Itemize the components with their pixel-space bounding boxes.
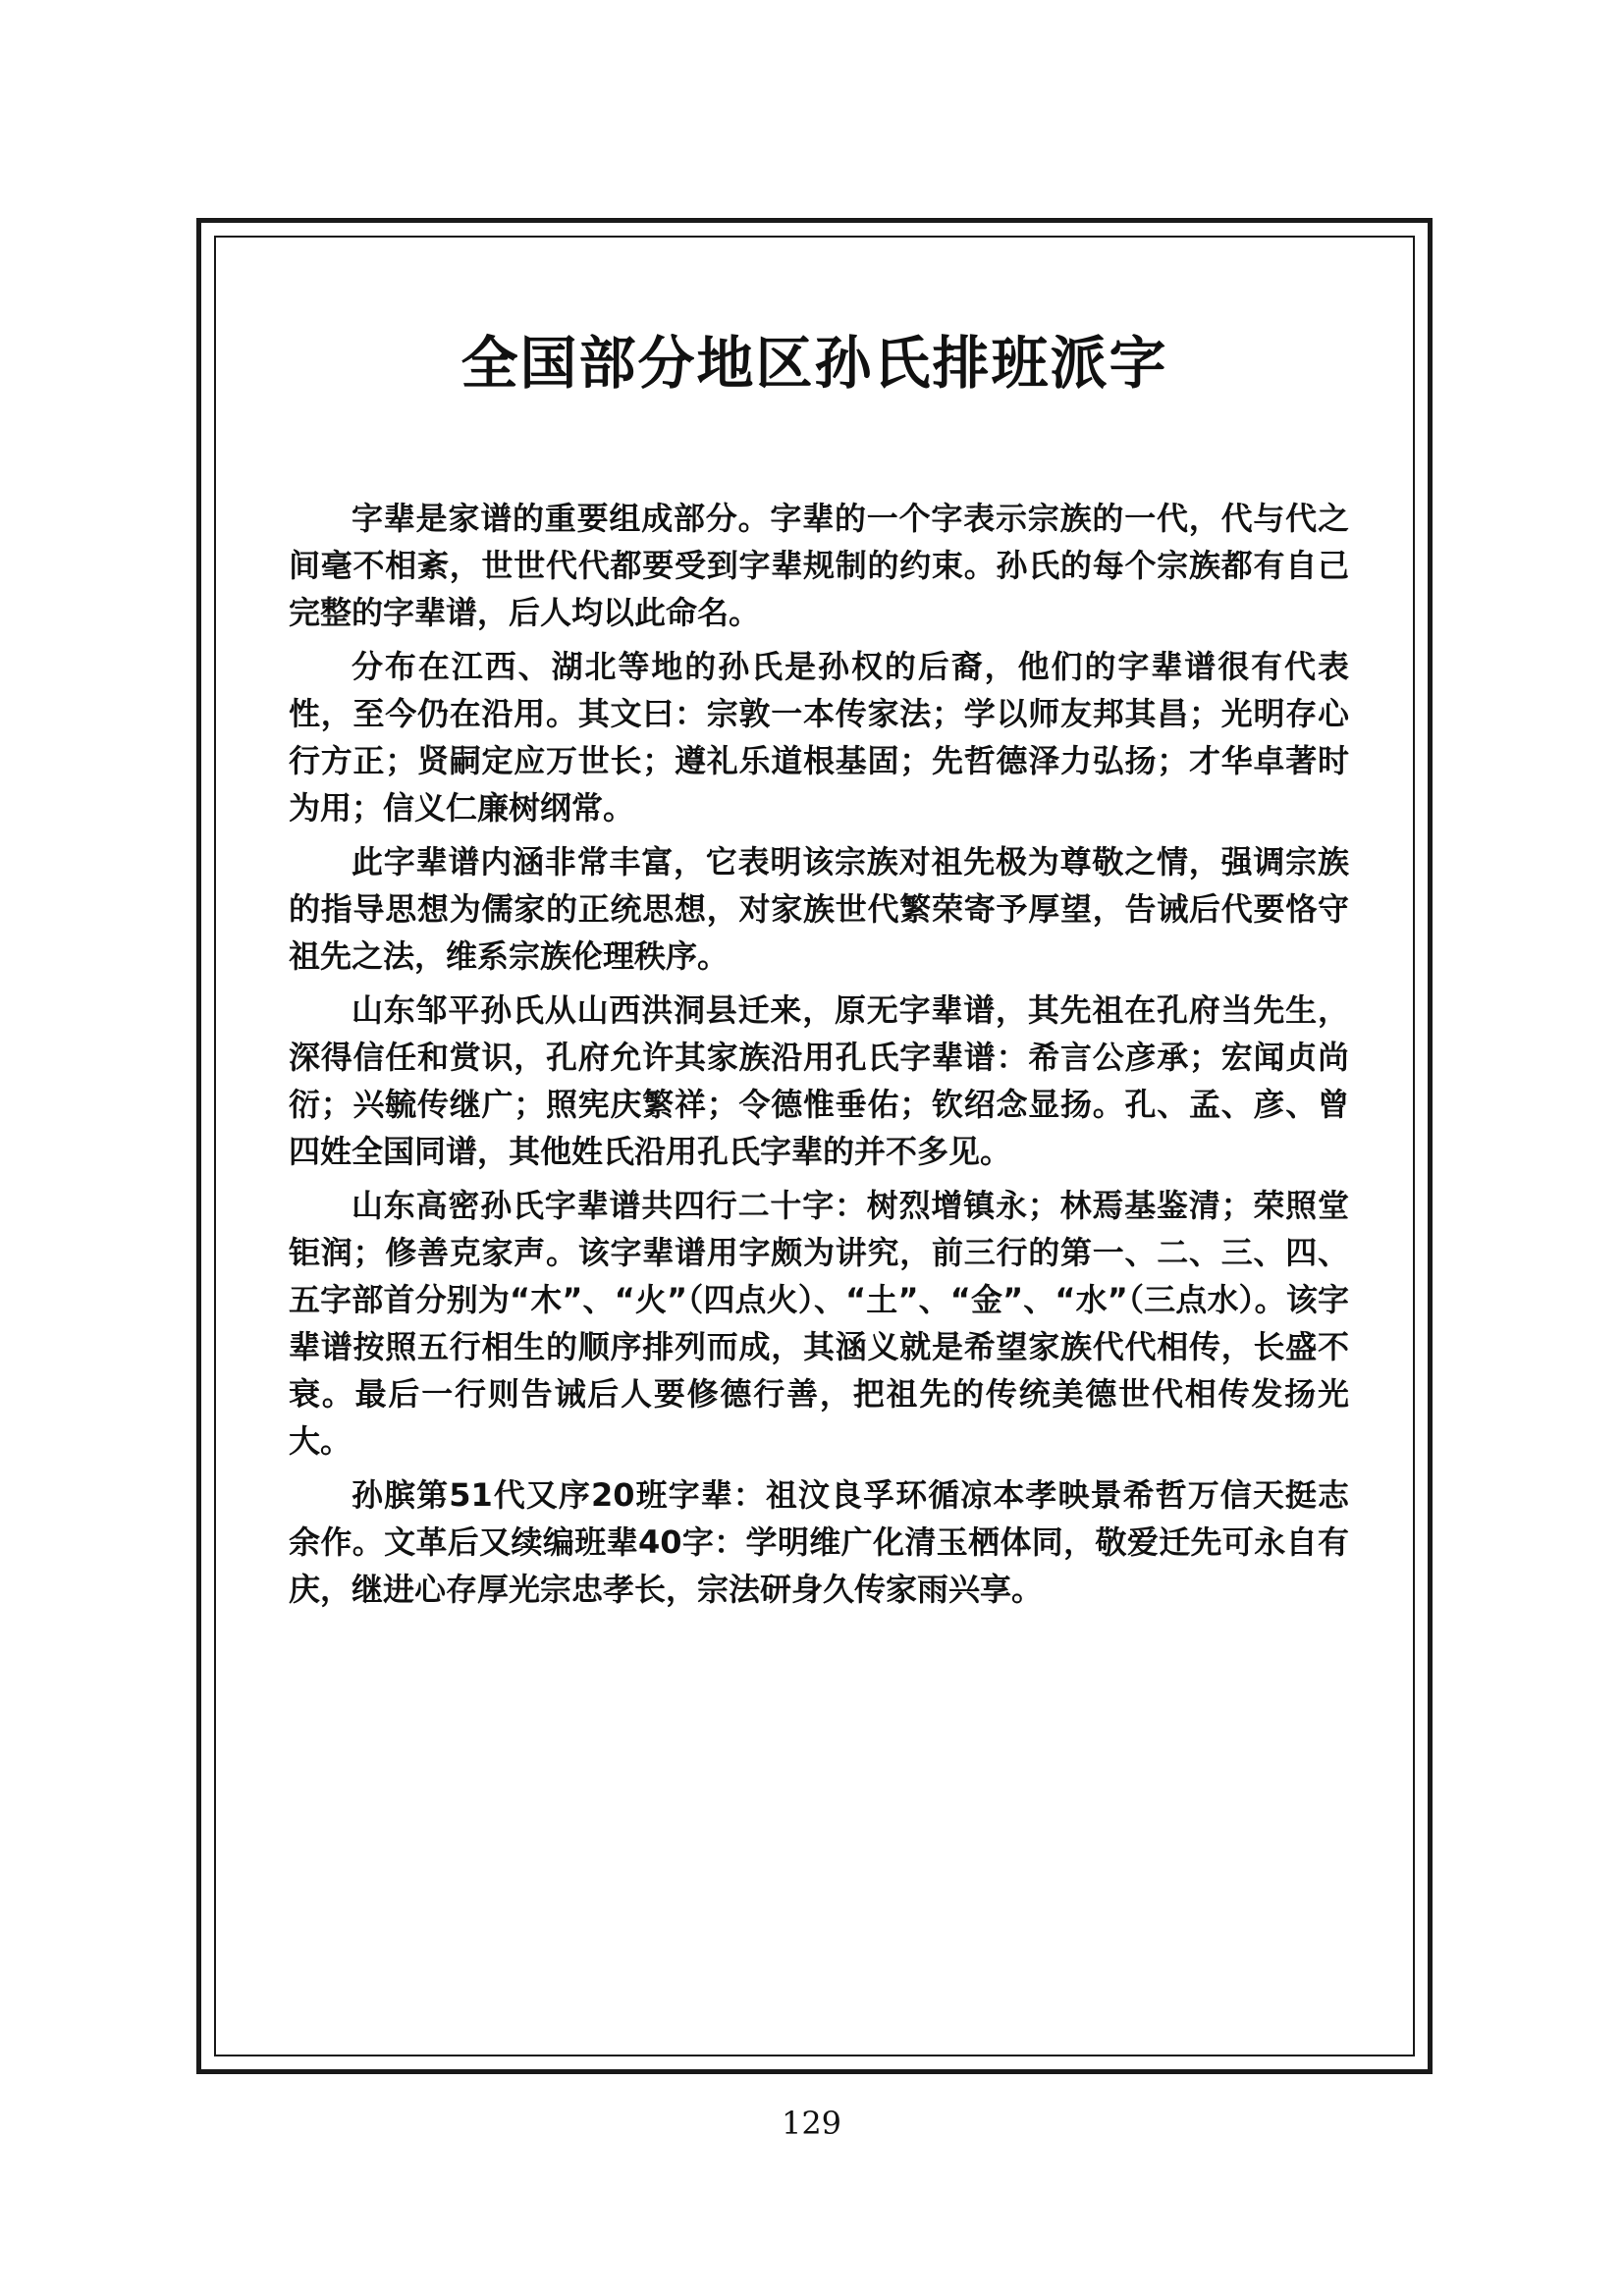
paragraph-sun-bin: 孙膑第51代又序20班字辈：祖汶良孚环循凉本孝映景希哲万信天挺志余作。文革后又续编班辈40字：学明维广化清玉栖体同，敬爱迁先可永自有庆，继进心存厚光宗忠孝长，宗法研身久传家雨兴享。	[289, 1476, 1349, 1608]
paragraph-intro: 字辈是家谱的重要组成部分。字辈的一个字表示宗族的一代，代与代之间毫不相紊，世世代代都要受到字辈规制的约束。孙氏的每个宗族都有自己完整的字辈谱，后人均以此命名。	[289, 500, 1349, 631]
page-title: 全国部分地区孙氏排班派字	[460, 330, 1168, 397]
paragraph-shandong-gaomi: 山东高密孙氏字辈谱共四行二十字：树烈增镇永；林焉基鉴清；荣照堂钜润；修善克家声。该字辈谱用字颇为讲究，前三行的第一、二、三、四、五字部首分别为“木”、“火”（四点火）、“土”、“金”、“水”（三点水）。该字辈谱按照五行相生的顺序排列而成，其涵义就是希望家族代代相传，长盛不衰。最后一行则告诫后人要修德行善，把祖先的传统美德世代相传发扬光大。	[289, 1187, 1349, 1460]
paragraph-meaning: 此字辈谱内涵非常丰富，它表明该宗族对祖先极为尊敬之情，强调宗族的指导思想为儒家的正统思想，对家族世代繁荣寄予厚望，告诫后代要恪守祖先之法，维系宗族伦理秩序。	[289, 843, 1349, 975]
page-number: 129	[781, 2105, 842, 2142]
paragraph-shandong-zouping: 山东邹平孙氏从山西洪洞县迁来，原无字辈谱，其先祖在孔府当先生，深得信任和赏识，孔府允许其家族沿用孔氏字辈谱：希言公彦承；宏闻贞尚衍；兴毓传继广；照宪庆繁祥；令德惟垂佑；钦绍念显扬。孔、孟、彦、曾四姓全国同谱，其他姓氏沿用孔氏字辈的并不多见。	[289, 991, 1349, 1170]
paragraph-jiangxi-hubei: 分布在江西、湖北等地的孙氏是孙权的后裔，他们的字辈谱很有代表性，至今仍在沿用。其文曰：宗敦一本传家法；学以师友邦其昌；光明存心行方正；贤嗣定应万世长；遵礼乐道根基固；先哲德泽力弘扬；才华卓著时为用；信义仁廉树纲常。	[289, 648, 1349, 827]
article-body	[289, 495, 1349, 1620]
